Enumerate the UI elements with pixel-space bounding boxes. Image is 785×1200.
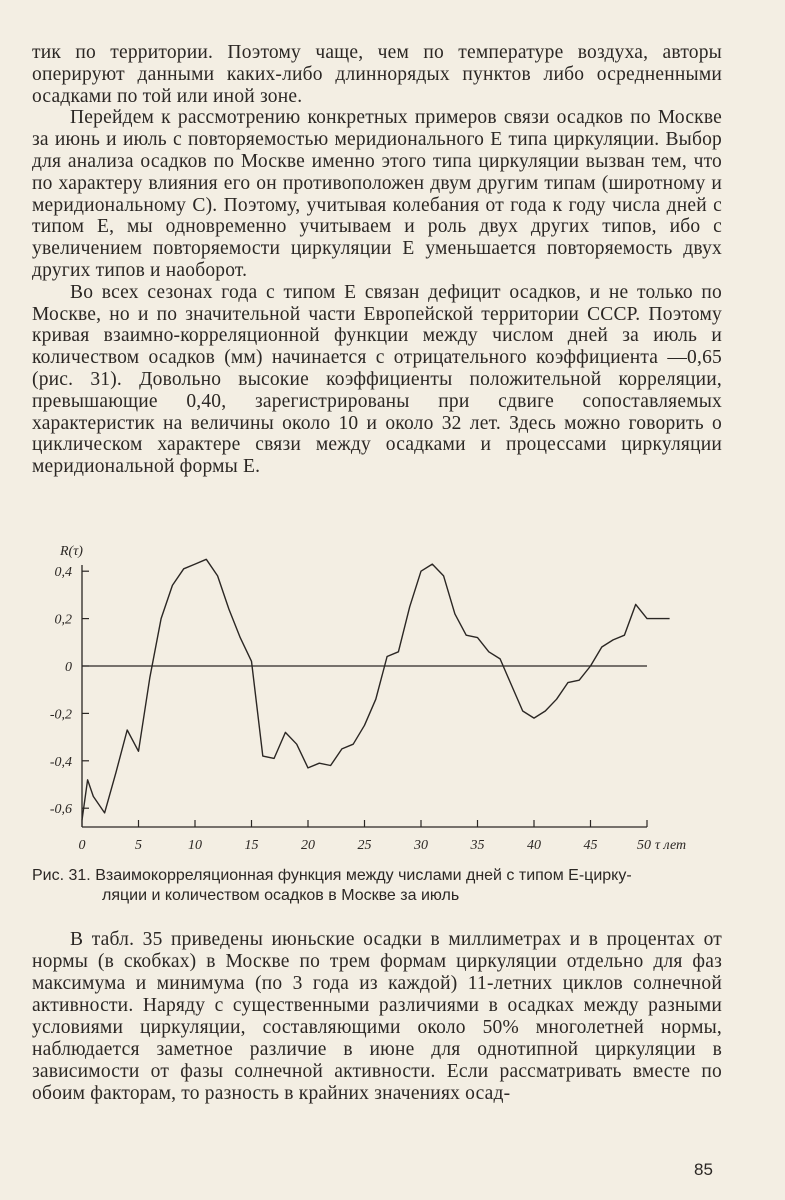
paragraph-3: Во всех сезонах года с типом Е связан дефицит осадков, и не только по Москве, но и по значительной части Европейской территории СССР. Поэтому кривая взаимно-корреляционной функции между числом дней за июль и количеством осадков (мм) начинается с отрицательного коэффициента —0,65 (рис. 31). Довольно высокие коэффициенты положительной корреляции, превышающие 0,40, зарегистрированы при сдвиге сопоставляемых характеристик на величины около 10 и около 32 лет. Здесь можно говорить о циклическом характере связи между осадками и процессами циркуляции меридиональной формы Е.	[32, 281, 722, 478]
x-tick-label: 10	[188, 838, 202, 853]
x-tick-label: 35	[470, 838, 485, 853]
x-tick-label: 30	[414, 838, 428, 853]
x-tick-label: 40	[527, 838, 541, 853]
caption-line-2: ляции и количеством осадков в Москве за июль	[102, 887, 460, 904]
x-tick-label: 5	[135, 838, 142, 853]
paragraph-4: В табл. 35 приведены июньские осадки в миллиметрах и в процентах от нормы (в скобках) в Москве по трем формам циркуляции отдельно для фаз максимума и минимума (по 3 года из каждой) 11-летних циклов солнечной активности. Наряду с существенными различиями в осадках между разными условиями циркуляции, составляющими около 50% многолетней нормы, наблюдается заметное различие в июне для однотипной циркуляции в зависимости от фазы солнечной активности. Если рассматривать вместе по обоим факторам, то разность в крайних значениях осад-	[32, 929, 722, 1104]
x-tick-label: 20	[301, 838, 315, 853]
paragraph-2: Перейдем к рассмотрению конкретных примеров связи осадков по Москве за июнь и июль с повторяемостью меридионального Е типа циркуляции. Выбор для анализа осадков по Москве именно этого типа циркуляции вызван тем, что по характеру влияния его он противоположен двум другим типам (широтному и меридиональному С). Поэтому, учитывая колебания от года к году числа дней с типом Е, мы одновременно учитываем и роль двух других типов, ибо с увеличением повторяемости циркуляции Е уменьшается повторяемость двух других типов и наоборот.	[32, 107, 722, 281]
y-tick-label: -0,2	[49, 707, 72, 723]
y-tick-label: -0,4	[49, 754, 72, 770]
x-tick-label: 0	[78, 838, 86, 853]
x-tick-label: 25	[357, 838, 372, 853]
x-tick-label: 15	[244, 838, 259, 853]
y-axis-label: R(τ)	[60, 544, 83, 559]
page-number: 85	[694, 1160, 713, 1179]
x-tick-label: 50	[637, 838, 651, 853]
y-tick-label: 0,4	[54, 565, 72, 581]
y-tick-label: 0	[65, 660, 72, 675]
figure-31	[25, 540, 745, 865]
y-tick-label: 0,2	[54, 612, 72, 628]
text-block-top	[32, 42, 722, 478]
x-tick-label: 45	[583, 838, 598, 853]
text-block-bottom	[32, 929, 722, 1105]
x-axis-unit-label: τ лет	[655, 838, 687, 853]
y-tick-label: -0,6	[49, 802, 72, 818]
caption-line-1: Рис. 31. Взаимокорреляционная функция между числами дней с типом Е-цирку-	[32, 867, 632, 884]
figure-caption	[32, 866, 722, 906]
paragraph-1: тик по территории. Поэтому чаще, чем по температуре воздуха, авторы оперируют данными каких-либо длиннорядых пунктов либо осредненными осадками по той или иной зоне.	[32, 42, 722, 107]
correlation-curve	[82, 559, 670, 820]
correlation-chart	[25, 540, 745, 865]
